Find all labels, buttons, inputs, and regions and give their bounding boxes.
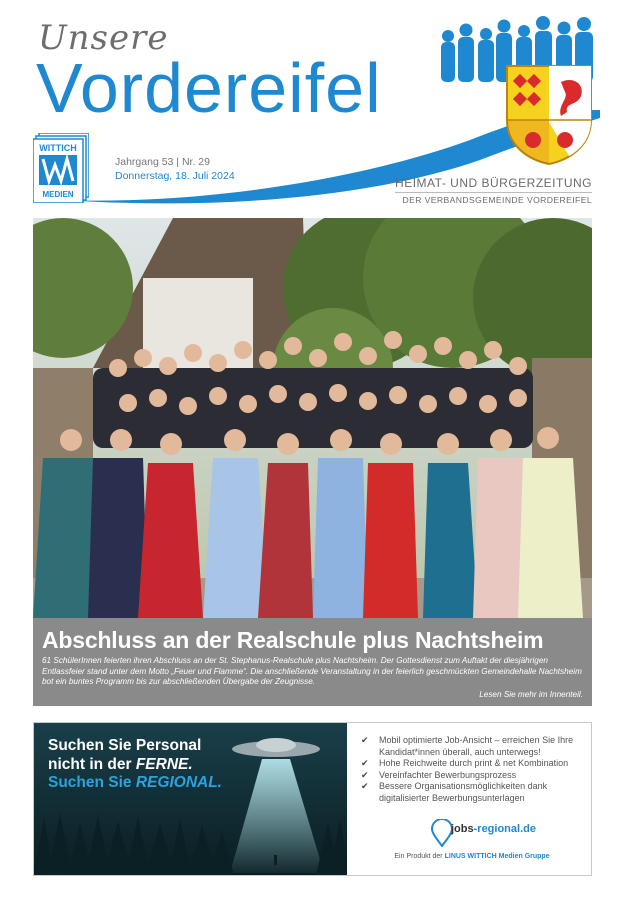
ad-headline-line3: Suchen Sie REGIONAL. — [48, 774, 222, 791]
checkmark-icon: ✔ — [361, 781, 369, 791]
cover-headline: Abschluss an der Realschule plus Nachtsheim — [42, 627, 544, 653]
issue-line: Jahrgang 53 | Nr. 29 — [115, 156, 210, 168]
ad-benefit-item: ✔ Mobil optimierte Job-Ansicht – erreichen Sie Ihre Kandidat*innen überall, auch unterwegs! — [361, 735, 574, 757]
checkmark-icon: ✔ — [361, 758, 369, 768]
ad-benefit-item: ✔ Bessere Organisationsmöglichkeiten dank digitalisierter Bewerbungsunterlagen — [361, 781, 548, 803]
cover-lead: 61 SchülerInnen feierten ihren Abschluss an der St. Stephanus-Realschule plus Nachtsheim. Der Gottesdienst zum Auftakt der diesjährigen Entlassfeier stand unter dem Motto „Feuer und Flamme“. Die anschließende Veranstaltung in der feierlich geschmückten Gemeindehalle Nachtsheim bot ein buntes Programm bis zur abschließenden Übergabe der Zeugnisse. — [42, 656, 582, 687]
ad-benefit-item: ✔ Vereinfachter Bewerbungsprozess — [361, 769, 517, 780]
jobs-regional-wordmark: jobs-regional.de — [451, 823, 536, 835]
ad-text-panel — [347, 723, 591, 875]
checkmark-icon: ✔ — [361, 769, 369, 780]
publisher-logo-bottom: MEDIEN — [42, 190, 74, 199]
ad-benefit-list — [361, 735, 591, 804]
checkmark-icon: ✔ — [361, 735, 369, 745]
ad-headline-ferne: FERNE. — [135, 755, 193, 773]
read-more-note: Lesen Sie mehr im Innenteil. — [479, 689, 583, 699]
jobs-regional-logo[interactable] — [431, 819, 541, 847]
brand-title: Vordereifel — [36, 49, 382, 127]
ad-headline-line2: nicht in der FERNE. — [48, 755, 193, 773]
publisher-logo-top: WITTICH — [39, 143, 77, 153]
ad-footer: Ein Produkt der LINUS WITTICH Medien Gruppe — [394, 853, 550, 860]
masthead — [0, 0, 625, 215]
ad-footer-brand: LINUS WITTICH Medien Gruppe — [444, 853, 550, 860]
ad-headline-line1: Suchen Sie Personal — [48, 737, 202, 754]
wittich-medien-logo — [33, 133, 89, 203]
brand-top: Unsere — [38, 18, 169, 58]
tagline-sub: DER VERBANDSGEMEINDE VORDEREIFEL — [395, 192, 592, 205]
ad-image-panel — [34, 723, 347, 875]
cover-story — [33, 618, 592, 706]
issue-info — [115, 155, 235, 183]
tagline — [395, 176, 592, 205]
ad-benefit-item: ✔ Hohe Reichweite durch print & net Kombination — [361, 758, 569, 768]
coat-of-arms-icon — [503, 62, 595, 166]
ad-headline-regional: REGIONAL. — [135, 774, 222, 791]
cover-photo — [33, 218, 592, 618]
graduates-group-photo — [33, 218, 592, 618]
tagline-main: HEIMAT- UND BÜRGERZEITUNG — [395, 176, 592, 190]
jobs-regional-ad[interactable] — [33, 722, 592, 876]
ad-headline — [48, 737, 222, 793]
issue-date: Donnerstag, 18. Juli 2024 — [115, 170, 235, 182]
location-pin-icon — [431, 819, 453, 847]
